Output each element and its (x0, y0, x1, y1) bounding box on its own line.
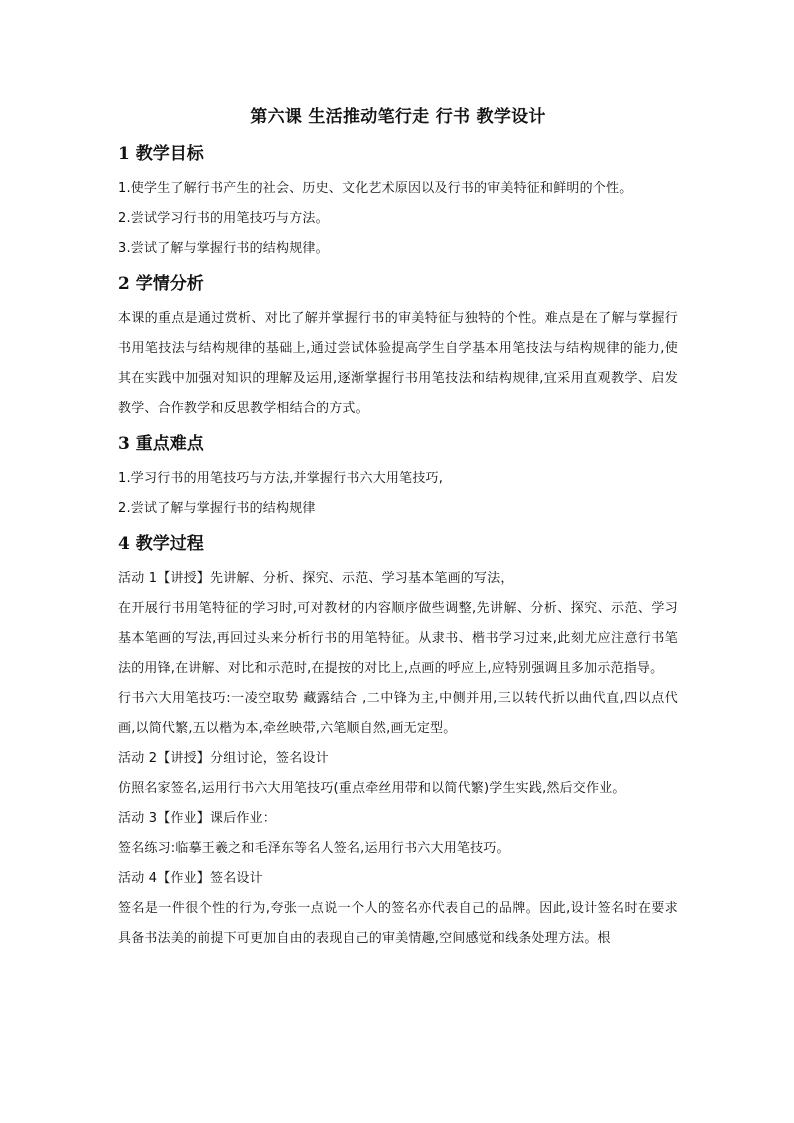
activity-4-paragraph: 签名是一件很个性的行为,夸张一点说一个人的签名亦代表自己的品牌。因此,设计签名时在要求具备书法美的前提下可更加自由的表现自己的审美情趣,空间感觉和线条处理方法。根 (118, 901, 678, 946)
objective-item: 1.使学生了解行书产生的社会、历史、文化艺术原因以及行书的审美特征和鲜明的个性。 (118, 181, 633, 196)
section-heading-key-points: 3 重点难点 (118, 434, 204, 454)
activity-1-paragraph: 在开展行书用笔特征的学习时,可对教材的内容顺序做些调整,先讲解、分析、探究、示范、学习基本笔画的写法,再回过头来分析行书的用笔特征。从隶书、楷书学习过来,此刻尤应注意行书笔法的用锋,在讲解、对比和示范时,在提按的对比上,点画的呼应上,应特别强调且多加示范指导。 (118, 601, 678, 676)
key-point-item: 2.尝试了解与掌握行书的结构规律 (118, 501, 316, 516)
brush-techniques-paragraph: 行书六大用笔技巧:一凌空取势 藏露结合 ,二中锋为主,中侧并用,三以转代折以曲代直,四以点代画,以简代繁,五以楷为本,牵丝映带,六笔顺自然,画无定型。 (118, 691, 678, 736)
activity-2-paragraph: 仿照名家签名,运用行书六大用笔技巧(重点牵丝用带和以简代繁)学生实践,然后交作业。 (118, 781, 626, 796)
activity-4-heading: 活动 4【作业】签名设计 (118, 871, 263, 886)
activity-1-heading: 活动 1【讲授】先讲解、分析、探究、示范、学习基本笔画的写法， (118, 571, 514, 586)
objective-item: 2.尝试学习行书的用笔技巧与方法。 (118, 211, 329, 226)
activity-3-paragraph: 签名练习:临摹王羲之和毛泽东等名人签名,运用行书六大用笔技巧。 (118, 841, 510, 856)
section-heading-objectives: 1 教学目标 (118, 144, 204, 164)
activity-3-heading: 活动 3【作业】课后作业： (118, 811, 277, 826)
section-heading-process: 4 教学过程 (118, 534, 204, 554)
section-heading-analysis: 2 学情分析 (118, 274, 204, 294)
document-body (118, 104, 678, 954)
analysis-paragraph: 本课的重点是通过赏析、对比了解并掌握行书的审美特征与独特的个性。难点是在了解与掌握行书用笔技法与结构规律的基础上,通过尝试体验提高学生自学基本用笔技法与结构规律的能力,使其在实践中加强对知识的理解及运用,逐渐掌握行书用笔技法和结构规律,宜采用直观教学、启发教学、合作教学和反思教学相结合的方式。 (118, 311, 678, 416)
activity-2-heading: 活动 2【讲授】分组讨论，签名设计 (118, 751, 329, 766)
objective-item: 3.尝试了解与掌握行书的结构规律。 (118, 241, 329, 256)
key-point-item: 1.学习行书的用笔技巧与方法,并掌握行书六大用笔技巧, (118, 471, 444, 486)
document-title: 第六课 生活推动笔行走 行书 教学设计 (250, 107, 546, 127)
